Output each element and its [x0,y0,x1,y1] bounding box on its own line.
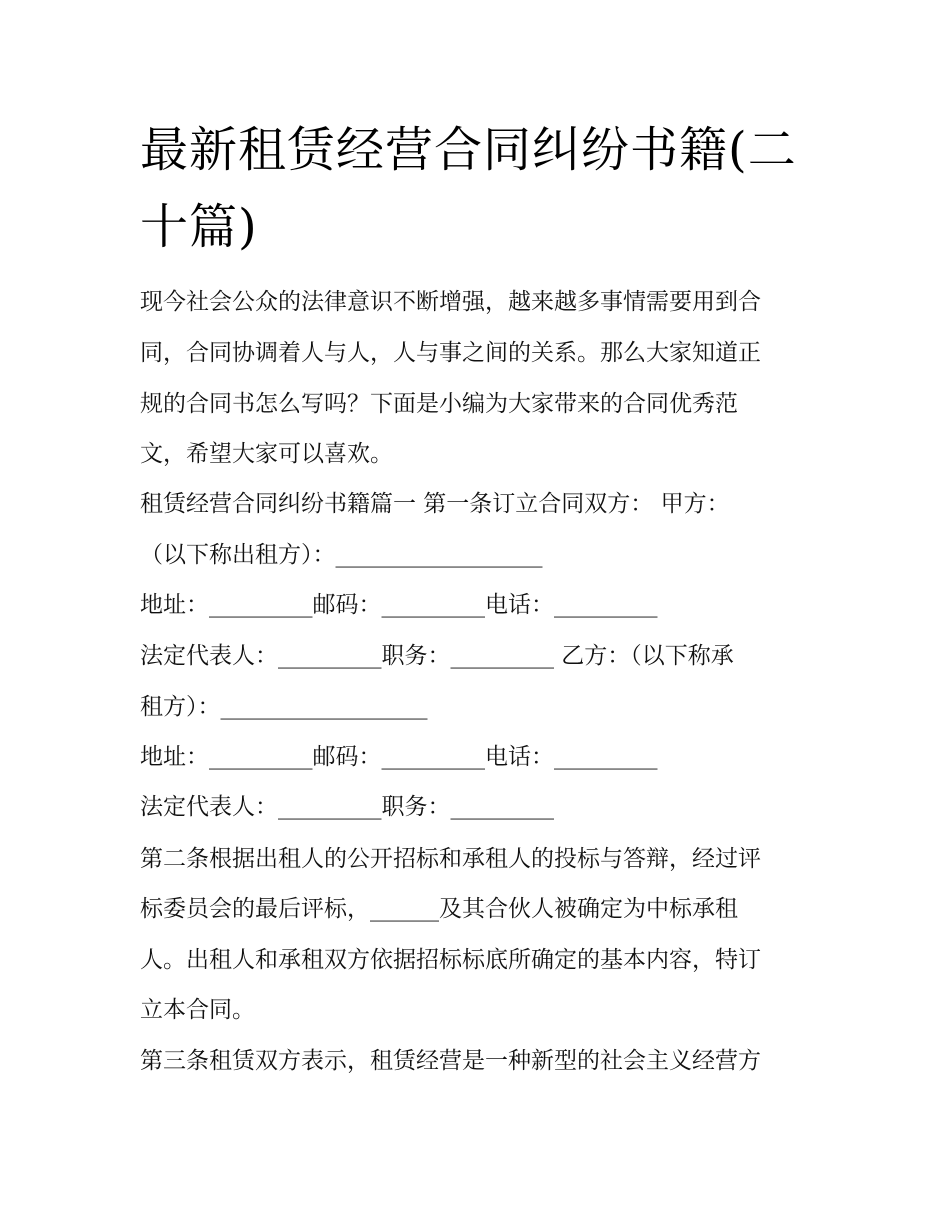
intro-line-2: 同，合同协调着人与人，人与事之间的关系。那么大家知道正 [140,340,761,366]
intro-line-4: 文，希望大家可以喜欢。 [140,441,393,467]
article-3-line-1: 第三条租赁双方表示，租赁经营是一种新型的社会主义经营方 [140,1048,761,1074]
party-a-lessor-field: （以下称出租方）：__________________ [140,542,543,568]
party-a-contact-fields: 地址：_________邮码：_________电话：_________ [140,592,658,618]
article-1-heading: 租赁经营合同纠纷书籍篇一 第一条订立合同双方： 甲方： [140,491,730,517]
intro-line-1: 现今社会公众的法律意识不断增强，越来越多事情需要用到合 [140,289,761,315]
party-b-contact-fields: 地址：_________邮码：_________电话：_________ [140,744,658,770]
party-b-representative-fields: 法定代表人：_________职务：_________ [140,794,554,820]
intro-line-3: 规的合同书怎么写吗？下面是小编为大家带来的合同优秀范 [140,391,738,417]
article-2-line-1: 第二条根据出租人的公开招标和承租人的投标与答辩，经过评 [140,846,761,872]
document-title: 最新租赁经营合同纠纷书籍(二十篇) [140,122,797,255]
party-a-representative-fields: 法定代表人：_________职务：_________ 乙方：（以下称承 [140,643,734,669]
article-2-line-3: 人。出租人和承租双方依据招标标底所确定的基本内容，特订 [140,947,761,973]
article-2-line-4: 立本合同。 [140,997,255,1023]
party-b-lessee-field: 租方）：__________________ [140,694,428,720]
article-2-line-2: 标委员会的最后评标，______及其合伙人被确定为中标承租 [140,896,738,922]
